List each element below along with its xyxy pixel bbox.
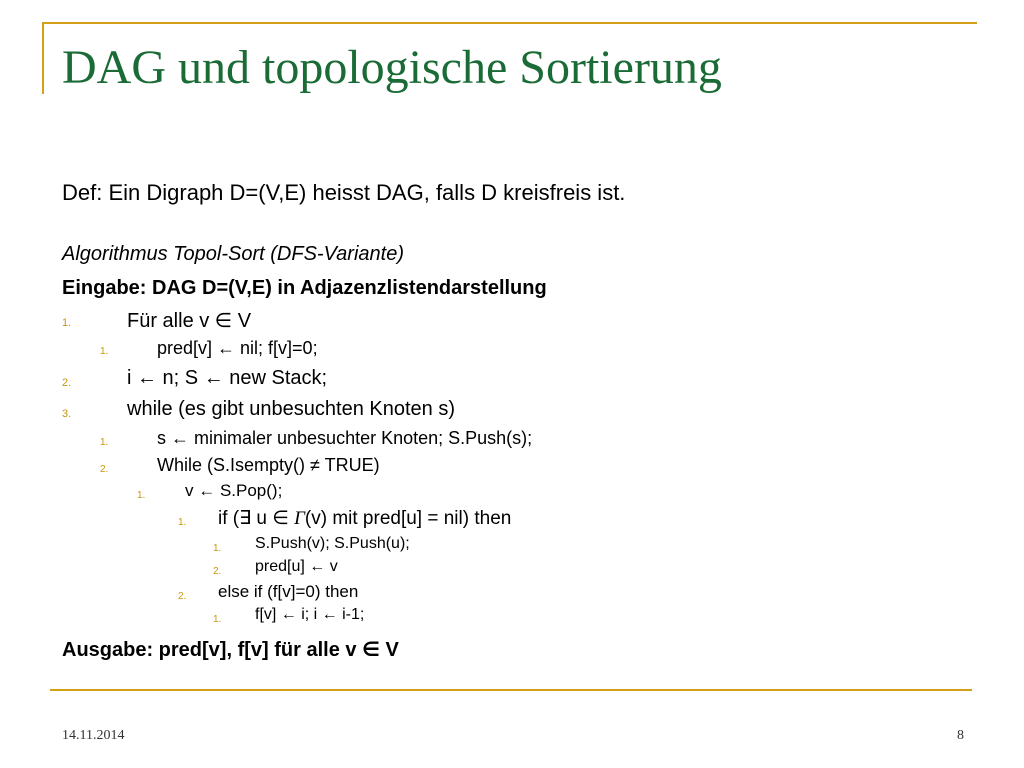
step-number: 2. [178,591,187,602]
step-text: else if (f[v]=0) then [218,582,359,601]
page-number: 8 [957,728,964,743]
step-text: f[v] ← i; i ← i-1; [255,606,365,623]
footer-date: 14.11.2014 [62,728,125,743]
algorithm-title: Algorithmus Topol-Sort (DFS-Variante) [62,243,404,265]
definition-text: Def: Ein Digraph D=(V,E) heisst DAG, falls D kreisfreis ist. [62,180,626,205]
input-line: Eingabe: DAG D=(V,E) in Adjazenzlistendarstellung [62,277,547,299]
gamma-symbol: Γ [294,508,305,529]
step-text: s ← minimaler unbesuchter Knoten; S.Push(s); [157,428,533,448]
output-line: Ausgabe: pred[v], f[v] für alle v ∈ V [62,639,399,661]
step-text: i ← n; S ← new Stack; [127,367,328,389]
step-text: pred[v] ← nil; f[v]=0; [157,338,318,358]
step-number: 1. [100,437,109,448]
step-text: Für alle v ∈ V [127,310,252,332]
step-number: 1. [178,517,187,528]
step-number: 3. [62,408,72,420]
step-text: v ← S.Pop(); [185,481,283,500]
step-number: 2. [62,377,72,389]
left-accent-line [42,22,44,94]
step-number: 1. [137,490,146,501]
step-text: While (S.Isempty() ≠ TRUE) [157,455,380,475]
step-text: pred[u] ← v [255,558,338,575]
step-number: 1. [62,317,72,329]
step-text: while (es gibt unbesuchten Knoten s) [127,398,455,420]
step-number: 2. [100,464,109,475]
top-accent-line [42,22,977,24]
bottom-accent-line [50,689,972,691]
slide-title: DAG und topologische Sortierung [62,41,722,94]
step-number: 1. [100,346,109,357]
step-number: 1. [213,543,222,554]
step-number: 1. [213,614,222,625]
step-number: 2. [213,566,222,577]
step-text: if (∃ u ∈ Γ(v) mit pred[u] = nil) then [218,508,512,529]
step-text: S.Push(v); S.Push(u); [255,535,410,552]
